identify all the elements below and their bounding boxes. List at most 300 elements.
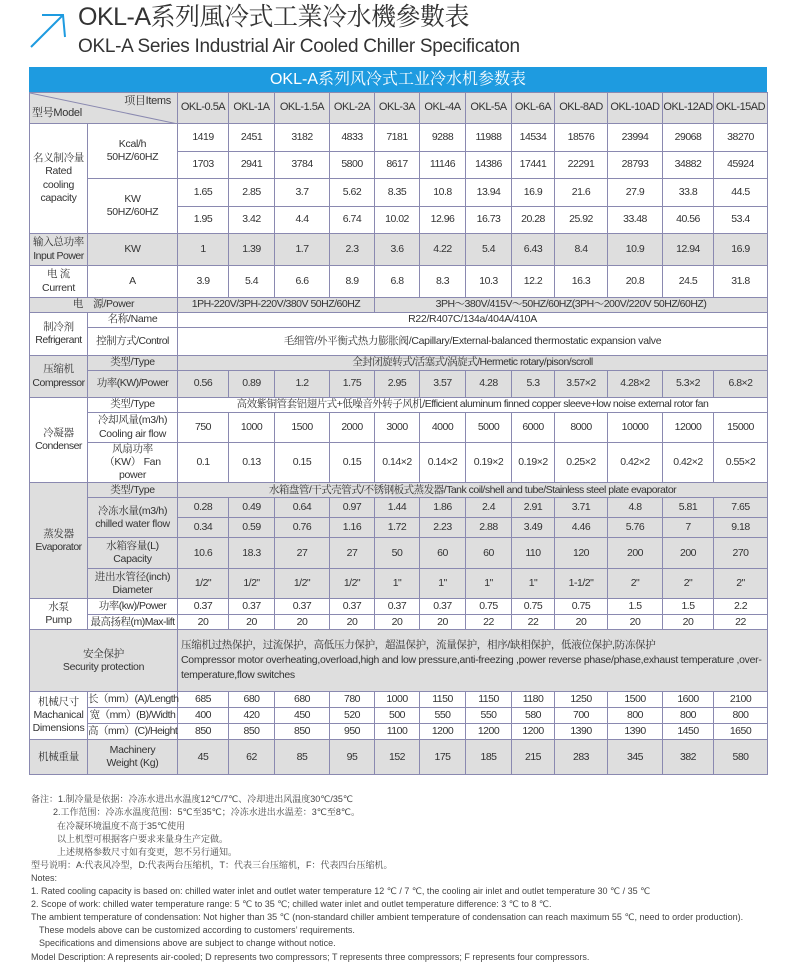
chilled-flow-1-value: 3.71: [555, 498, 608, 518]
diameter-value: 1": [512, 569, 555, 599]
comp-power-value: 5.3: [512, 371, 555, 398]
chilled-flow-2-value: 9.18: [714, 518, 768, 538]
kw-60-value: 3.42: [229, 207, 275, 234]
comp-power-value: 6.8×2: [714, 371, 768, 398]
chilled-flow-2-value: 7: [663, 518, 714, 538]
length-value: 680: [229, 692, 275, 708]
kw-50-value: 13.94: [466, 179, 512, 207]
tank-value: 27: [275, 538, 330, 569]
chilled-flow-1-value: 2.4: [466, 498, 512, 518]
current-value: 8.9: [330, 266, 375, 298]
tank-value: 60: [420, 538, 466, 569]
chilled-flow-2-value: 3.49: [512, 518, 555, 538]
kcal-50-value: 29068: [663, 124, 714, 152]
kw-50-value: 10.8: [420, 179, 466, 207]
refrigerant-control-value: 毛细管/外平衡式热力膨胀阀/Capillary/External-balanced thermostatic expansion valve: [178, 328, 768, 356]
kcal-60-value: 1703: [178, 152, 229, 179]
diameter-value: 2": [663, 569, 714, 599]
tank-value: 120: [555, 538, 608, 569]
kw-60-value: 4.4: [275, 207, 330, 234]
air-flow-value: 12000: [663, 413, 714, 443]
model-header: OKL-1A: [229, 93, 275, 124]
input-power-unit: KW: [88, 234, 178, 266]
kw-50-value: 3.7: [275, 179, 330, 207]
tank-value: 27: [330, 538, 375, 569]
current-value: 5.4: [229, 266, 275, 298]
comp-power-value: 0.89: [229, 371, 275, 398]
condenser-label: 冷凝器 Condenser: [30, 398, 88, 483]
note-en-3: The ambient temperature of condensation: Not higher than 35 ℃ (non-standard chiller ambient temperature of condensation can reach maximum 55 ℃, need to order production).: [31, 912, 744, 923]
chilled-flow-1-value: 0.64: [275, 498, 330, 518]
note-cn-4: 以上机型可根据客户要求来量身生产定做。: [57, 833, 229, 844]
length-value: 780: [330, 692, 375, 708]
diameter-value: 2": [608, 569, 663, 599]
kw-unit-label: KW 50HZ/60HZ: [88, 179, 178, 234]
current-value: 31.8: [714, 266, 768, 298]
kw-60-value: 6.74: [330, 207, 375, 234]
chilled-flow-2-value: 0.34: [178, 518, 229, 538]
tank-value: 110: [512, 538, 555, 569]
chilled-flow-label: 冷冻水量(m3/h) chilled water flow: [88, 498, 178, 538]
tank-value: 60: [466, 538, 512, 569]
air-flow-value: 2000: [330, 413, 375, 443]
max-lift-value: 22: [714, 615, 768, 630]
fan-power-value: 0.42×2: [663, 443, 714, 483]
max-lift-label: 最高扬程(m)Max-lift: [88, 615, 178, 630]
kcal-50-value: 18576: [555, 124, 608, 152]
diameter-value: 1/2": [229, 569, 275, 599]
chilled-flow-1-value: 1.86: [420, 498, 466, 518]
width-value: 400: [178, 708, 229, 724]
kw-60-value: 20.28: [512, 207, 555, 234]
compressor-type-value: 全封闭旋转式/活塞式/涡旋式/Hermetic rotary/pison/scroll: [178, 356, 768, 371]
kcal-50-value: 38270: [714, 124, 768, 152]
chilled-flow-1-value: 0.97: [330, 498, 375, 518]
kcal-60-value: 3784: [275, 152, 330, 179]
max-lift-value: 20: [178, 615, 229, 630]
header-row: [30, 93, 768, 124]
chilled-flow-1-value: 1.44: [375, 498, 420, 518]
height-value: 1390: [608, 724, 663, 740]
weight-value: 215: [512, 740, 555, 775]
length-value: 680: [275, 692, 330, 708]
pump-power-value: 0.75: [555, 599, 608, 615]
note-en-4: These models above can be customized according to customers’ requirements.: [39, 925, 355, 936]
current-value: 6.6: [275, 266, 330, 298]
current-value: 16.3: [555, 266, 608, 298]
chilled-flow-2-value: 1.16: [330, 518, 375, 538]
kcal-60-value: 17441: [512, 152, 555, 179]
note-en-1: 1. Rated cooling capacity is based on: chilled water inlet and outlet water temperature 12 ℃ / 7 ℃, the cooling air inlet and outlet temperature 30 ℃ / 35 ℃: [31, 886, 651, 897]
pump-power-value: 0.37: [330, 599, 375, 615]
chilled-flow-1-value: 0.28: [178, 498, 229, 518]
chilled-flow-2-value: 2.88: [466, 518, 512, 538]
page-title: OKL-A系列風冷式工業冷水機參數表: [78, 3, 470, 31]
diameter-label: 进出水管径(inch) Diameter: [88, 569, 178, 599]
kcal-60-value: 5800: [330, 152, 375, 179]
current-label: 电 流 Current: [30, 266, 88, 298]
kcal-60-value: 11146: [420, 152, 466, 179]
length-value: 1180: [512, 692, 555, 708]
power-label: 电 源/Power: [30, 298, 178, 313]
air-flow-value: 4000: [420, 413, 466, 443]
tank-value: 270: [714, 538, 768, 569]
pump-power-label: 功率(kw)/Power: [88, 599, 178, 615]
weight-unit-label: Machinery Weight (Kg): [88, 740, 178, 775]
current-unit: A: [88, 266, 178, 298]
kcal-50-value: 14534: [512, 124, 555, 152]
max-lift-value: 20: [330, 615, 375, 630]
width-value: 800: [663, 708, 714, 724]
pump-power-value: 0.37: [275, 599, 330, 615]
fan-power-value: 0.55×2: [714, 443, 768, 483]
note-en-heading: Notes:: [31, 872, 58, 883]
compressor-type-label: 类型/Type: [88, 356, 178, 371]
max-lift-value: 20: [555, 615, 608, 630]
note-en-5: Specifications and dimensions above are subject to change without notice.: [39, 938, 336, 949]
length-value: 1150: [420, 692, 466, 708]
tank-value: 200: [663, 538, 714, 569]
security-value: 压缩机过热保护，过流保护，高低压力保护，超温保护，流量保护，相序/缺相保护，低液位保护,防冻保护 Compressor motor overheating,overload,high and low pressure,anti-freezing ,power reverse phase/phase,exhaust temperature ,over-temperature,flow switches: [178, 630, 768, 692]
kcal-60-value: 22291: [555, 152, 608, 179]
note-cn-5: 上述规格参数尺寸如有变更，恕不另行通知。: [57, 846, 238, 857]
height-label: 高（mm）(C)/Height: [88, 724, 178, 740]
note-cn-2: 2.工作范围：冷冻水温度范围：5℃至35℃；冷冻水进出水温差：3℃至8℃。: [53, 807, 360, 818]
note-cn-6: 型号说明：A:代表风冷型，D:代表两台压缩机，T：代表三台压缩机，F：代表四台压缩机。: [31, 859, 393, 870]
tank-value: 200: [608, 538, 663, 569]
kw-60-value: 12.96: [420, 207, 466, 234]
diameter-value: 1/2": [275, 569, 330, 599]
diameter-value: 1": [466, 569, 512, 599]
model-header: OKL-12AD: [663, 93, 714, 124]
fan-power-value: 0.15: [275, 443, 330, 483]
kcal-50-value: 4833: [330, 124, 375, 152]
height-value: 950: [330, 724, 375, 740]
power-single-phase: 1PH-220V/3PH-220V/380V 50HZ/60HZ: [178, 298, 375, 313]
diameter-value: 1": [420, 569, 466, 599]
kcal-60-value: 28793: [608, 152, 663, 179]
comp-power-value: 1.75: [330, 371, 375, 398]
chilled-flow-1-value: 7.65: [714, 498, 768, 518]
refrigerant-name-label: 名称/Name: [88, 313, 178, 328]
input-power-value: 1.39: [229, 234, 275, 266]
fan-power-label: 风扇功率（KW） Fan power: [88, 443, 178, 483]
evaporator-type-label: 类型/Type: [88, 483, 178, 498]
kw-60-value: 53.4: [714, 207, 768, 234]
compressor-power-label: 功率(KW)/Power: [88, 371, 178, 398]
kcal-60-value: 2941: [229, 152, 275, 179]
arrow-up-right-icon: [28, 10, 68, 50]
model-header: OKL-4A: [420, 93, 466, 124]
kcal-60-value: 45924: [714, 152, 768, 179]
refrigerant-name-value: R22/R407C/134a/404A/410A: [178, 313, 768, 328]
kw-60-value: 40.56: [663, 207, 714, 234]
current-value: 10.3: [466, 266, 512, 298]
evaporator-type-value: 水箱盘管/干式壳管式/不锈钢板式蒸发器/Tank coil/shell and tube/Stainless steel plate evaporator: [178, 483, 768, 498]
comp-power-value: 1.2: [275, 371, 330, 398]
input-power-value: 6.43: [512, 234, 555, 266]
kw-50-value: 8.35: [375, 179, 420, 207]
chilled-flow-2-value: 2.23: [420, 518, 466, 538]
air-flow-value: 5000: [466, 413, 512, 443]
chilled-flow-2-value: 0.76: [275, 518, 330, 538]
length-value: 1600: [663, 692, 714, 708]
input-power-value: 3.6: [375, 234, 420, 266]
weight-value: 382: [663, 740, 714, 775]
width-value: 800: [714, 708, 768, 724]
kw-60-value: 33.48: [608, 207, 663, 234]
kw-60-value: 1.95: [178, 207, 229, 234]
refrigerant-label: 制冷剂 Refrigerant: [30, 313, 88, 356]
kw-50-value: 16.9: [512, 179, 555, 207]
height-value: 1450: [663, 724, 714, 740]
model-header: OKL-2A: [330, 93, 375, 124]
model-header: OKL-3A: [375, 93, 420, 124]
input-power-value: 10.9: [608, 234, 663, 266]
spec-table: [29, 92, 768, 775]
weight-value: 345: [608, 740, 663, 775]
length-value: 1250: [555, 692, 608, 708]
fan-power-value: 0.13: [229, 443, 275, 483]
fan-power-value: 0.19×2: [466, 443, 512, 483]
corner-items-label: 项目Items: [124, 95, 171, 107]
model-header: OKL-15AD: [714, 93, 768, 124]
width-value: 450: [275, 708, 330, 724]
air-flow-value: 1000: [229, 413, 275, 443]
max-lift-value: 22: [512, 615, 555, 630]
weight-value: 175: [420, 740, 466, 775]
width-value: 420: [229, 708, 275, 724]
comp-power-value: 5.3×2: [663, 371, 714, 398]
note-en-2: 2. Scope of work: chilled water temperature range: 5 ℃ to 35 ℃; chilled water inlet and outlet temperature difference: 3 ℃ to 8 ℃.: [31, 899, 552, 910]
chilled-flow-2-value: 5.76: [608, 518, 663, 538]
pump-power-value: 2.2: [714, 599, 768, 615]
max-lift-value: 22: [466, 615, 512, 630]
kcal-50-value: 2451: [229, 124, 275, 152]
chilled-flow-1-value: 0.49: [229, 498, 275, 518]
width-value: 520: [330, 708, 375, 724]
height-value: 1390: [555, 724, 608, 740]
comp-power-value: 3.57×2: [555, 371, 608, 398]
width-label: 宽（mm）(B)/Width: [88, 708, 178, 724]
tank-capacity-label: 水箱容量(L) Capacity: [88, 538, 178, 569]
tank-value: 50: [375, 538, 420, 569]
max-lift-value: 20: [375, 615, 420, 630]
model-header: OKL-0.5A: [178, 93, 229, 124]
chilled-flow-1-value: 4.8: [608, 498, 663, 518]
diameter-value: 1/2": [178, 569, 229, 599]
tank-value: 10.6: [178, 538, 229, 569]
height-value: 1200: [420, 724, 466, 740]
input-power-value: 5.4: [466, 234, 512, 266]
dimensions-label: 机械尺寸 Machanical Dimensions: [30, 692, 88, 740]
length-value: 1500: [608, 692, 663, 708]
refrigerant-control-label: 控制方式/Control: [88, 328, 178, 356]
current-value: 24.5: [663, 266, 714, 298]
kcal-50-value: 11988: [466, 124, 512, 152]
chilled-flow-1-value: 2.91: [512, 498, 555, 518]
height-value: 850: [275, 724, 330, 740]
max-lift-value: 20: [608, 615, 663, 630]
current-value: 6.8: [375, 266, 420, 298]
security-label: 安全保护 Security protection: [30, 630, 178, 692]
kcal-50-value: 23994: [608, 124, 663, 152]
kcal-unit-label: Kcal/h 50HZ/60HZ: [88, 124, 178, 179]
pump-power-value: 1.5: [663, 599, 714, 615]
chilled-flow-2-value: 0.59: [229, 518, 275, 538]
length-value: 1000: [375, 692, 420, 708]
diameter-value: 1/2": [330, 569, 375, 599]
air-flow-value: 3000: [375, 413, 420, 443]
model-header: OKL-8AD: [555, 93, 608, 124]
current-value: 12.2: [512, 266, 555, 298]
kw-60-value: 25.92: [555, 207, 608, 234]
pump-power-value: 0.75: [466, 599, 512, 615]
corner-cell: [30, 93, 178, 124]
fan-power-value: 0.25×2: [555, 443, 608, 483]
fan-power-value: 0.15: [330, 443, 375, 483]
width-value: 700: [555, 708, 608, 724]
kcal-60-value: 14386: [466, 152, 512, 179]
pump-power-value: 1.5: [608, 599, 663, 615]
diameter-value: 1": [375, 569, 420, 599]
fan-power-value: 0.19×2: [512, 443, 555, 483]
model-header: OKL-10AD: [608, 93, 663, 124]
comp-power-value: 2.95: [375, 371, 420, 398]
air-flow-value: 6000: [512, 413, 555, 443]
tank-value: 18.3: [229, 538, 275, 569]
fan-power-value: 0.1: [178, 443, 229, 483]
model-header: OKL-5A: [466, 93, 512, 124]
table-title-bar: OKL-A系列风冷式工业冷水机参数表: [29, 67, 767, 92]
condenser-type-value: 高效紫铜管套铝翅片式+低噪音外转子风机/Efficient aluminum finned copper sleeve+low noise external rotor fan: [178, 398, 768, 413]
pump-power-value: 0.37: [229, 599, 275, 615]
height-value: 1200: [466, 724, 512, 740]
comp-power-value: 4.28: [466, 371, 512, 398]
input-power-value: 1: [178, 234, 229, 266]
pump-power-value: 0.37: [420, 599, 466, 615]
chilled-flow-2-value: 4.46: [555, 518, 608, 538]
note-cn-1: 备注：1.制冷量是依据：冷冻水进出水温度12℃/7℃、冷却进出风温度30℃/35℃: [31, 794, 353, 805]
length-value: 1150: [466, 692, 512, 708]
content: [29, 67, 767, 964]
air-flow-value: 10000: [608, 413, 663, 443]
power-three-phase: 3PH～380V/415V～50HZ/60HZ(3PH～200V/220V 50HZ/60HZ): [375, 298, 768, 313]
height-value: 1650: [714, 724, 768, 740]
input-power-value: 2.3: [330, 234, 375, 266]
evaporator-label: 蒸发器 Evaporator: [30, 483, 88, 599]
kw-50-value: 5.62: [330, 179, 375, 207]
model-header: OKL-6A: [512, 93, 555, 124]
comp-power-value: 0.56: [178, 371, 229, 398]
height-value: 850: [178, 724, 229, 740]
width-value: 550: [420, 708, 466, 724]
kw-60-value: 10.02: [375, 207, 420, 234]
weight-label: 机械重量: [30, 740, 88, 775]
pump-label: 水泵 Pump: [30, 599, 88, 630]
kcal-50-value: 9288: [420, 124, 466, 152]
max-lift-value: 20: [275, 615, 330, 630]
kcal-50-value: 1419: [178, 124, 229, 152]
condenser-type-label: 类型/Type: [88, 398, 178, 413]
kw-60-value: 16.73: [466, 207, 512, 234]
comp-power-value: 4.28×2: [608, 371, 663, 398]
input-power-value: 8.4: [555, 234, 608, 266]
length-value: 2100: [714, 692, 768, 708]
width-value: 500: [375, 708, 420, 724]
height-value: 850: [229, 724, 275, 740]
input-power-value: 1.7: [275, 234, 330, 266]
weight-value: 580: [714, 740, 768, 775]
height-value: 1200: [512, 724, 555, 740]
weight-value: 45: [178, 740, 229, 775]
fan-power-value: 0.14×2: [420, 443, 466, 483]
kw-50-value: 44.5: [714, 179, 768, 207]
cooling-capacity-label: 名义制冷量 Rated cooling capacity: [30, 124, 88, 234]
fan-power-value: 0.42×2: [608, 443, 663, 483]
weight-value: 152: [375, 740, 420, 775]
height-value: 1100: [375, 724, 420, 740]
weight-value: 62: [229, 740, 275, 775]
weight-value: 95: [330, 740, 375, 775]
page-subtitle: OKL-A Series Industrial Air Cooled Chiller Specificaton: [78, 36, 520, 57]
chilled-flow-2-value: 1.72: [375, 518, 420, 538]
width-value: 580: [512, 708, 555, 724]
weight-value: 85: [275, 740, 330, 775]
pump-power-value: 0.37: [178, 599, 229, 615]
fan-power-value: 0.14×2: [375, 443, 420, 483]
kcal-50-value: 7181: [375, 124, 420, 152]
max-lift-value: 20: [420, 615, 466, 630]
air-flow-label: 冷却风量(m3/h) Cooling air flow: [88, 413, 178, 443]
length-label: 长（mm）(A)/Length: [88, 692, 178, 708]
kcal-60-value: 34882: [663, 152, 714, 179]
input-power-value: 16.9: [714, 234, 768, 266]
pump-power-value: 0.75: [512, 599, 555, 615]
length-value: 685: [178, 692, 229, 708]
input-power-value: 12.94: [663, 234, 714, 266]
compressor-label: 压缩机 Compressor: [30, 356, 88, 398]
max-lift-value: 20: [663, 615, 714, 630]
kcal-60-value: 8617: [375, 152, 420, 179]
model-header: OKL-1.5A: [275, 93, 330, 124]
weight-value: 283: [555, 740, 608, 775]
note-en-6: Model Description: A represents air-cooled; D represents two compressors; T represents three compressors; F represents four compressors.: [31, 951, 590, 962]
kw-50-value: 2.85: [229, 179, 275, 207]
comp-power-value: 3.57: [420, 371, 466, 398]
kw-50-value: 21.6: [555, 179, 608, 207]
input-power-label: 输入总功率 Input Power: [30, 234, 88, 266]
current-value: 20.8: [608, 266, 663, 298]
corner-model-label: 型号Model: [32, 107, 82, 120]
pump-power-value: 0.37: [375, 599, 420, 615]
air-flow-value: 750: [178, 413, 229, 443]
note-cn-3: 在冷凝环境温度不高于35℃使用: [57, 820, 186, 831]
air-flow-value: 15000: [714, 413, 768, 443]
input-power-value: 4.22: [420, 234, 466, 266]
max-lift-value: 20: [229, 615, 275, 630]
weight-value: 185: [466, 740, 512, 775]
air-flow-value: 8000: [555, 413, 608, 443]
kw-50-value: 27.9: [608, 179, 663, 207]
air-flow-value: 1500: [275, 413, 330, 443]
kcal-50-value: 3182: [275, 124, 330, 152]
kw-50-value: 1.65: [178, 179, 229, 207]
diameter-value: 1-1/2": [555, 569, 608, 599]
width-value: 550: [466, 708, 512, 724]
kw-50-value: 33.8: [663, 179, 714, 207]
diameter-value: 2": [714, 569, 768, 599]
